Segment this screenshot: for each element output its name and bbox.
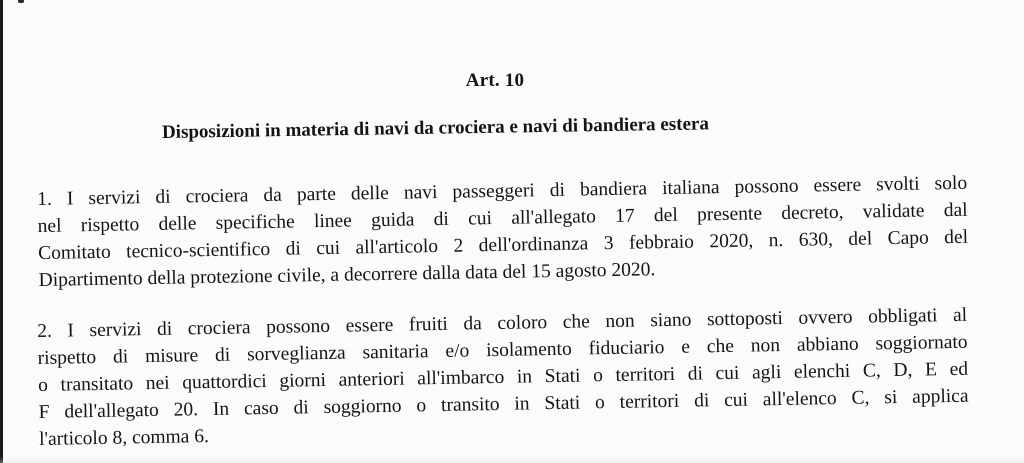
paragraph-line: 2. I servizi di crociera possono essere fruiti da coloro che non siano sottoposti ovvero obbligati al bbox=[37, 304, 968, 342]
paragraph-line: F dell'allegato 20. In caso di soggiorno o transito in Stati o territori di cui all'elenco C, si applica bbox=[38, 385, 969, 423]
paragraph-line: Comitato tecnico-scientifico di cui all'articolo 2 dell'ordinanza 3 febbraio 2020, n. 630, del Capo del bbox=[37, 226, 969, 264]
paragraph-line: l'articolo 8, comma 6. bbox=[38, 426, 210, 450]
article-title: Disposizioni in materia di navi da crociera e navi di bandiera estera bbox=[161, 113, 710, 143]
paragraph-1 bbox=[37, 170, 969, 294]
paragraph-2 bbox=[37, 302, 969, 453]
article-number: Art. 10 bbox=[465, 70, 525, 91]
paragraph-line: nel rispetto delle specifiche linee guida di cui all'allegato 17 del presente decreto, validate dal bbox=[37, 199, 968, 237]
paragraph-line: Dipartimento della protezione civile, a decorrere dalla data del 15 agosto 2020. bbox=[38, 259, 656, 291]
paragraph-line: rispetto di misure di sorveglianza sanitaria e/o isolamento fiduciario e che non abbiano soggiornato bbox=[37, 331, 968, 369]
paragraph-line: 1. I servizi di crociera da parte delle navi passeggeri di bandiera italiana possono essere svolti solo bbox=[37, 172, 968, 210]
page-bottom-shadow bbox=[0, 457, 1024, 463]
top-edge-mark bbox=[18, 0, 24, 3]
paragraph-line: o transitato nei quattordici giorni anteriori all'imbarco in Stati o territori di cui agli elenchi C, D, E ed bbox=[37, 358, 969, 396]
